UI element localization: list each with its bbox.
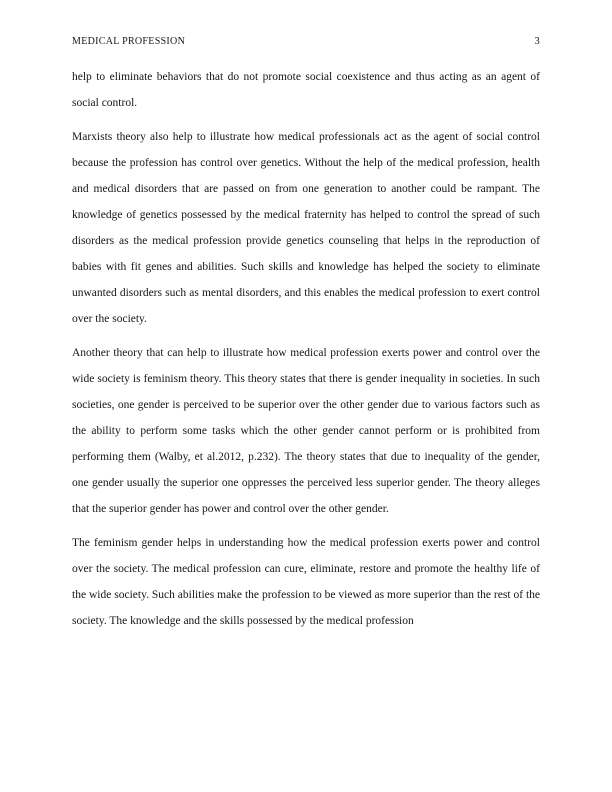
paragraph-4: The feminism gender helps in understanding how the medical profession exerts power and control over the society. The medical profession can cure, eliminate, restore and promote the healthy life of the wide society. Such abilities make the profession to be viewed as more superior than the rest of the society. The knowledge and the skills possessed by the medical profession bbox=[72, 537, 540, 627]
running-head: MEDICAL PROFESSION bbox=[72, 36, 186, 47]
paragraph-1: help to eliminate behaviors that do not promote social coexistence and thus acting as an agent of social control. bbox=[72, 71, 540, 109]
paragraph-2: Marxists theory also help to illustrate how medical professionals act as the agent of social control because the profession has control over genetics. Without the help of the medical profession, health and medical disorders that are passed on from one generation to another could be rampant. The knowledge of genetics possessed by the medical fraternity has helped to control the spread of such disorders as the medical profession provide genetics counseling that helps in the reproduction of babies with fit genes and abilities. Such skills and knowledge has helped the society to eliminate unwanted disorders such as mental disorders, and this enables the medical profession to exert control over the society. bbox=[72, 131, 540, 325]
document-body bbox=[72, 64, 540, 634]
page-header bbox=[72, 36, 540, 47]
page-number: 3 bbox=[534, 36, 540, 47]
paragraph-3: Another theory that can help to illustrate how medical profession exerts power and control over the wide society is feminism theory. This theory states that there is gender inequality in societies. In such societies, one gender is perceived to be superior over the other gender due to various factors such as the ability to perform some tasks which the other gender cannot perform or is prohibited from performing them (Walby, et al.2012, p.232). The theory states that due to inequality of the gender, one gender usually the superior one oppresses the perceived less superior gender. The theory alleges that the superior gender has power and control over the other gender. bbox=[72, 347, 540, 515]
